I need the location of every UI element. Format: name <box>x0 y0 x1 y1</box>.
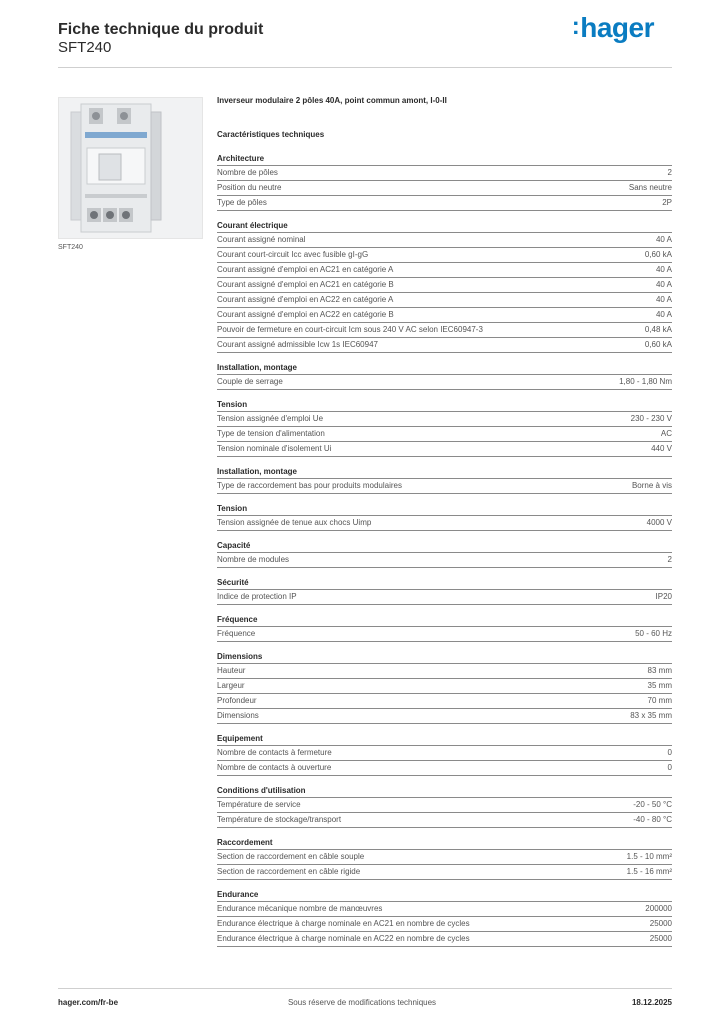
section-title: Equipement <box>217 731 672 746</box>
spec-label: Courant assigné nominal <box>217 235 306 244</box>
section-title: Capacité <box>217 538 672 553</box>
spec-section <box>217 464 672 494</box>
spec-value: 0,48 kA <box>644 325 672 334</box>
spec-row <box>217 590 672 605</box>
spec-section <box>217 397 672 457</box>
spec-label: Profondeur <box>217 696 257 705</box>
spec-section <box>217 151 672 211</box>
section-title: Tension <box>217 397 672 412</box>
spec-value: -40 - 80 °C <box>633 815 672 824</box>
section-title: Dimensions <box>217 649 672 664</box>
spec-value: -20 - 50 °C <box>633 800 672 809</box>
spec-label: Indice de protection IP <box>217 592 297 601</box>
spec-value: 50 - 60 Hz <box>635 629 672 638</box>
spec-label: Tension nominale d'isolement Ui <box>217 444 332 453</box>
product-image <box>58 97 203 239</box>
spec-row <box>217 709 672 724</box>
spec-value: 0 <box>667 748 672 757</box>
spec-row <box>217 442 672 457</box>
spec-label: Hauteur <box>217 666 246 675</box>
spec-label: Température de stockage/transport <box>217 815 342 824</box>
spec-label: Nombre de pôles <box>217 168 278 177</box>
spec-label: Endurance électrique à charge nominale en AC21 en nombre de cycles <box>217 919 470 928</box>
spec-row <box>217 865 672 880</box>
spec-section <box>217 575 672 605</box>
spec-label: Dimensions <box>217 711 259 720</box>
spec-section <box>217 612 672 642</box>
spec-value: 1.5 - 16 mm² <box>626 867 672 876</box>
spec-content <box>217 96 672 947</box>
spec-value: 230 - 230 V <box>630 414 672 423</box>
spec-label: Type de raccordement bas pour produits modulaires <box>217 481 402 490</box>
section-title: Tension <box>217 501 672 516</box>
spec-row <box>217 664 672 679</box>
spec-section <box>217 501 672 531</box>
header-divider <box>58 67 672 68</box>
spec-section <box>217 360 672 390</box>
product-code: SFT240 <box>58 39 112 56</box>
spec-label: Section de raccordement en câble rigide <box>217 867 361 876</box>
spec-value: 1,80 - 1,80 Nm <box>619 377 672 386</box>
section-title: Endurance <box>217 887 672 902</box>
spec-row <box>217 263 672 278</box>
spec-sections <box>217 151 672 947</box>
spec-section <box>217 218 672 353</box>
spec-section <box>217 887 672 947</box>
spec-section <box>217 783 672 828</box>
spec-value: 70 mm <box>647 696 672 705</box>
section-title: Courant électrique <box>217 218 672 233</box>
spec-row <box>217 248 672 263</box>
spec-label: Pouvoir de fermeture en court-circuit Icm sous 240 V AC selon IEC60947-3 <box>217 325 483 334</box>
spec-value: 40 A <box>655 235 672 244</box>
spec-value: Borne à vis <box>631 481 672 490</box>
spec-section <box>217 538 672 568</box>
spec-label: Type de tension d'alimentation <box>217 429 325 438</box>
footer-divider <box>58 988 672 989</box>
hager-logo: :hager <box>571 12 654 43</box>
spec-value: 2 <box>667 555 672 564</box>
spec-label: Position du neutre <box>217 183 282 192</box>
spec-row <box>217 850 672 865</box>
spec-row <box>217 627 672 642</box>
spec-label: Tension assignée d'emploi Ue <box>217 414 324 423</box>
product-description: Inverseur modulaire 2 pôles 40A, point commun amont, I-0-II <box>217 96 447 105</box>
spec-row <box>217 427 672 442</box>
tech-characteristics-title: Caractéristiques techniques <box>217 130 325 139</box>
spec-label: Tension assignée de tenue aux chocs Uimp <box>217 518 372 527</box>
page-title: Fiche technique du produit <box>58 21 264 38</box>
spec-row <box>217 308 672 323</box>
section-title: Raccordement <box>217 835 672 850</box>
spec-value: 1.5 - 10 mm² <box>626 852 672 861</box>
spec-row <box>217 932 672 947</box>
spec-label: Nombre de modules <box>217 555 290 564</box>
spec-value: 25000 <box>649 934 672 943</box>
spec-row <box>217 694 672 709</box>
spec-row <box>217 813 672 828</box>
spec-row <box>217 181 672 196</box>
spec-row <box>217 293 672 308</box>
spec-value: AC <box>660 429 672 438</box>
spec-label: Couple de serrage <box>217 377 283 386</box>
spec-value: 83 x 35 mm <box>630 711 672 720</box>
spec-label: Nombre de contacts à fermeture <box>217 748 332 757</box>
spec-value: 40 A <box>655 310 672 319</box>
spec-row <box>217 761 672 776</box>
section-title: Architecture <box>217 151 672 166</box>
spec-value: 25000 <box>649 919 672 928</box>
spec-label: Courant assigné admissible Icw 1s IEC60947 <box>217 340 378 349</box>
spec-row <box>217 375 672 390</box>
spec-label: Courant court-circuit Icc avec fusible gI-gG <box>217 250 369 259</box>
spec-row <box>217 917 672 932</box>
spec-row <box>217 412 672 427</box>
footer-date: 18.12.2025 <box>631 998 672 1007</box>
spec-value: 2P <box>662 198 672 207</box>
spec-value: 40 A <box>655 295 672 304</box>
spec-value: 440 V <box>651 444 672 453</box>
spec-value: 0 <box>667 763 672 772</box>
spec-label: Endurance mécanique nombre de manœuvres <box>217 904 383 913</box>
spec-label: Type de pôles <box>217 198 267 207</box>
spec-row <box>217 516 672 531</box>
spec-label: Courant assigné d'emploi en AC22 en catégorie A <box>217 295 394 304</box>
spec-row <box>217 323 672 338</box>
spec-label: Courant assigné d'emploi en AC22 en catégorie B <box>217 310 394 319</box>
spec-row <box>217 798 672 813</box>
spec-value: 83 mm <box>647 666 672 675</box>
spec-label: Largeur <box>217 681 245 690</box>
section-title: Conditions d'utilisation <box>217 783 672 798</box>
spec-row <box>217 166 672 181</box>
spec-section <box>217 731 672 776</box>
spec-value: Sans neutre <box>628 183 672 192</box>
spec-value: 35 mm <box>647 681 672 690</box>
footer-website[interactable]: hager.com/fr-be <box>58 998 119 1007</box>
spec-value: 0,60 kA <box>644 340 672 349</box>
spec-value: 200000 <box>645 904 672 913</box>
spec-value: 2 <box>667 168 672 177</box>
spec-label: Nombre de contacts à ouverture <box>217 763 332 772</box>
section-title: Sécurité <box>217 575 672 590</box>
spec-value: 40 A <box>655 265 672 274</box>
image-caption: SFT240 <box>58 244 83 251</box>
spec-label: Section de raccordement en câble souple <box>217 852 365 861</box>
footer-disclaimer: Sous réserve de modifications techniques <box>287 998 437 1007</box>
spec-label: Courant assigné d'emploi en AC21 en catégorie A <box>217 265 394 274</box>
spec-value: IP20 <box>655 592 672 601</box>
spec-section <box>217 835 672 880</box>
spec-row <box>217 479 672 494</box>
spec-row <box>217 196 672 211</box>
section-title: Installation, montage <box>217 360 672 375</box>
spec-row <box>217 233 672 248</box>
spec-label: Température de service <box>217 800 301 809</box>
spec-section <box>217 649 672 724</box>
section-title: Installation, montage <box>217 464 672 479</box>
spec-row <box>217 902 672 917</box>
spec-label: Endurance électrique à charge nominale en AC22 en nombre de cycles <box>217 934 470 943</box>
spec-row <box>217 553 672 568</box>
spec-label: Courant assigné d'emploi en AC21 en catégorie B <box>217 280 394 289</box>
section-title: Fréquence <box>217 612 672 627</box>
spec-value: 0,60 kA <box>644 250 672 259</box>
spec-label: Fréquence <box>217 629 256 638</box>
spec-row <box>217 338 672 353</box>
spec-row <box>217 278 672 293</box>
spec-row <box>217 746 672 761</box>
spec-row <box>217 679 672 694</box>
spec-value: 40 A <box>655 280 672 289</box>
spec-value: 4000 V <box>646 518 672 527</box>
